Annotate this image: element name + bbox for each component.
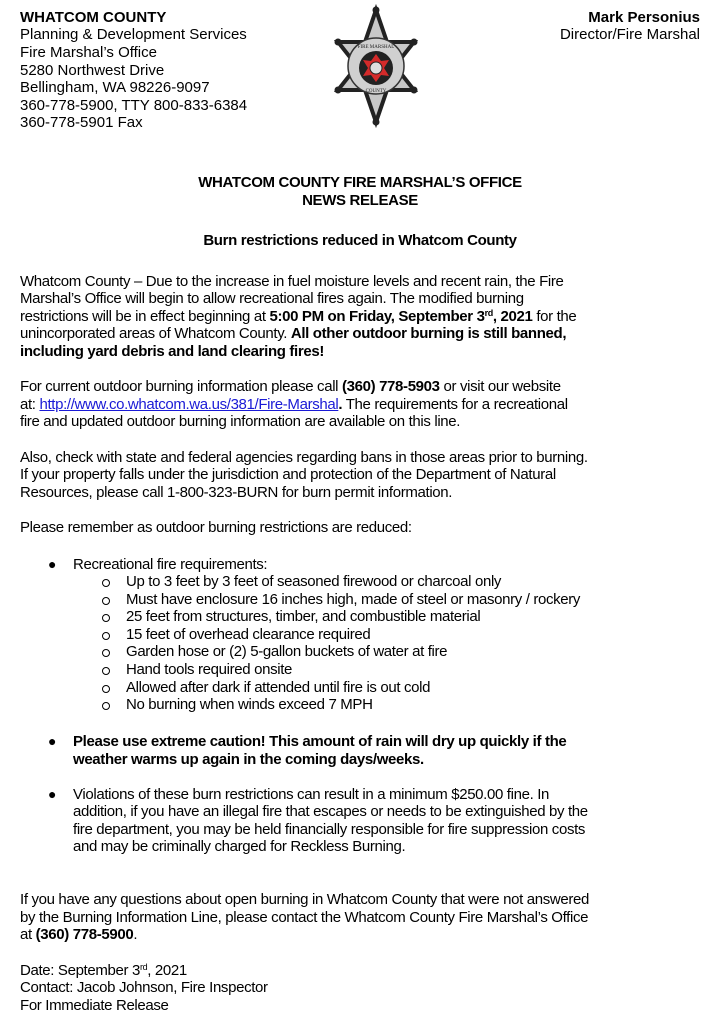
rec-requirement-item: Garden hose or (2) 5-gallon buckets of water at fire [126, 643, 448, 661]
p1-line: Whatcom County – Due to the increase in fuel moisture levels and recent rain, the Fire [20, 273, 564, 290]
address-line: 360-778-5901 Fax [20, 114, 143, 131]
caution-line: weather warms up again in the coming days/weeks. [73, 751, 424, 768]
svg-text:FIRE MARSHAL: FIRE MARSHAL [357, 45, 395, 50]
sub-bullet-icon [102, 685, 110, 693]
p2-line: at: http://www.co.whatcom.wa.us/381/Fire-Marshal. The requirements for a recreational [20, 396, 568, 413]
sub-bullet-icon [102, 579, 110, 587]
release-status: For Immediate Release [20, 997, 169, 1014]
caution-line: Please use extreme caution! This amount of rain will dry up quickly if the [73, 733, 567, 750]
headline: Burn restrictions reduced in Whatcom County [203, 232, 517, 249]
sub-bullet-icon [102, 702, 110, 710]
p2-line: fire and updated outdoor burning information are available on this line. [20, 413, 461, 430]
rec-requirement-item: Hand tools required onsite [126, 661, 293, 678]
p1-line: Marshal’s Office will begin to allow recreational fires again. The modified burning [20, 290, 524, 307]
office-title: WHATCOM COUNTY FIRE MARSHAL’S OFFICE [198, 174, 522, 191]
sub-bullet-icon [102, 632, 110, 640]
org-name: WHATCOM COUNTY [20, 9, 167, 26]
sub-bullet-icon [102, 614, 110, 622]
p1-line: restrictions will be in effect beginning at 5:00 PM on Friday, September 3rd, 2021 for the [20, 308, 577, 325]
sub-bullet-icon [102, 597, 110, 605]
p1-line: including yard debris and land clearing fires! [20, 343, 324, 360]
rec-requirement-item: Must have enclosure 16 inches high, made of steel or masonry / rockery [126, 590, 581, 608]
release-label: NEWS RELEASE [302, 192, 418, 209]
violation-line: fire department, you may be held financially responsible for fire suppression costs [73, 821, 586, 838]
bullet-icon: ● [48, 786, 57, 802]
sub-bullet-icon [102, 667, 110, 675]
rec-requirement-item: 15 feet of overhead clearance required [126, 625, 371, 643]
rec-requirement-item: Allowed after dark if attended until fire is out cold [126, 678, 431, 696]
rec-requirement-item: No burning when winds exceed 7 MPH [126, 696, 373, 714]
p4-line: Please remember as outdoor burning restrictions are reduced: [20, 519, 412, 536]
bullet-icon: ● [48, 556, 57, 572]
rec-requirement-item: Up to 3 feet by 3 feet of seasoned firewood or charcoal only [126, 573, 502, 590]
violation-line: and may be criminally charged for Reckless Burning. [73, 838, 406, 855]
address-line: Planning & Development Services [20, 26, 247, 43]
sub-bullet-icon [102, 649, 110, 657]
p3-line: If your property falls under the jurisdiction and protection of the Department of Natural [20, 466, 556, 483]
p5-line: by the Burning Information Line, please contact the Whatcom County Fire Marshal’s Office [20, 909, 589, 926]
rec-requirement-item: 25 feet from structures, timber, and combustible material [126, 608, 481, 626]
p3-line: Resources, please call 1-800-323-BURN for burn permit information. [20, 484, 453, 501]
fire-marshal-website-link[interactable]: http://www.co.whatcom.wa.us/381/Fire-Marshal [39, 396, 339, 413]
address-line: Bellingham, WA 98226-9097 [20, 79, 210, 96]
address-line: Fire Marshal’s Office [20, 44, 157, 61]
svg-text:COUNTY: COUNTY [365, 89, 387, 94]
violation-line: Violations of these burn restrictions can result in a minimum $250.00 fine. In [73, 786, 550, 803]
address-line: 5280 Northwest Drive [20, 62, 165, 79]
p5-line: at (360) 778-5900. [20, 926, 138, 943]
address-line: 360-778-5900, TTY 800-833-6384 [20, 97, 248, 114]
director-name: Mark Personius [588, 9, 700, 26]
p5-line: If you have any questions about open burning in Whatcom County that were not answered [20, 891, 589, 908]
violation-line: addition, if you have an illegal fire that escapes or needs to be extinguished by the [73, 803, 588, 820]
p3-line: Also, check with state and federal agencies regarding bans in those areas prior to burning. [20, 449, 588, 466]
fire-marshal-badge-logo [334, 4, 418, 128]
p2-line: For current outdoor burning information please call (360) 778-5903 or visit our website [20, 378, 561, 395]
bullet-icon: ● [48, 733, 57, 749]
rec-title: Recreational fire requirements: [73, 556, 268, 573]
director-title: Director/Fire Marshal [559, 26, 700, 43]
release-date: Date: September 3rd, 2021 [20, 962, 187, 979]
p1-line: unincorporated areas of Whatcom County. All other outdoor burning is still banned, [20, 325, 567, 342]
contact-line: Contact: Jacob Johnson, Fire Inspector [20, 979, 268, 996]
